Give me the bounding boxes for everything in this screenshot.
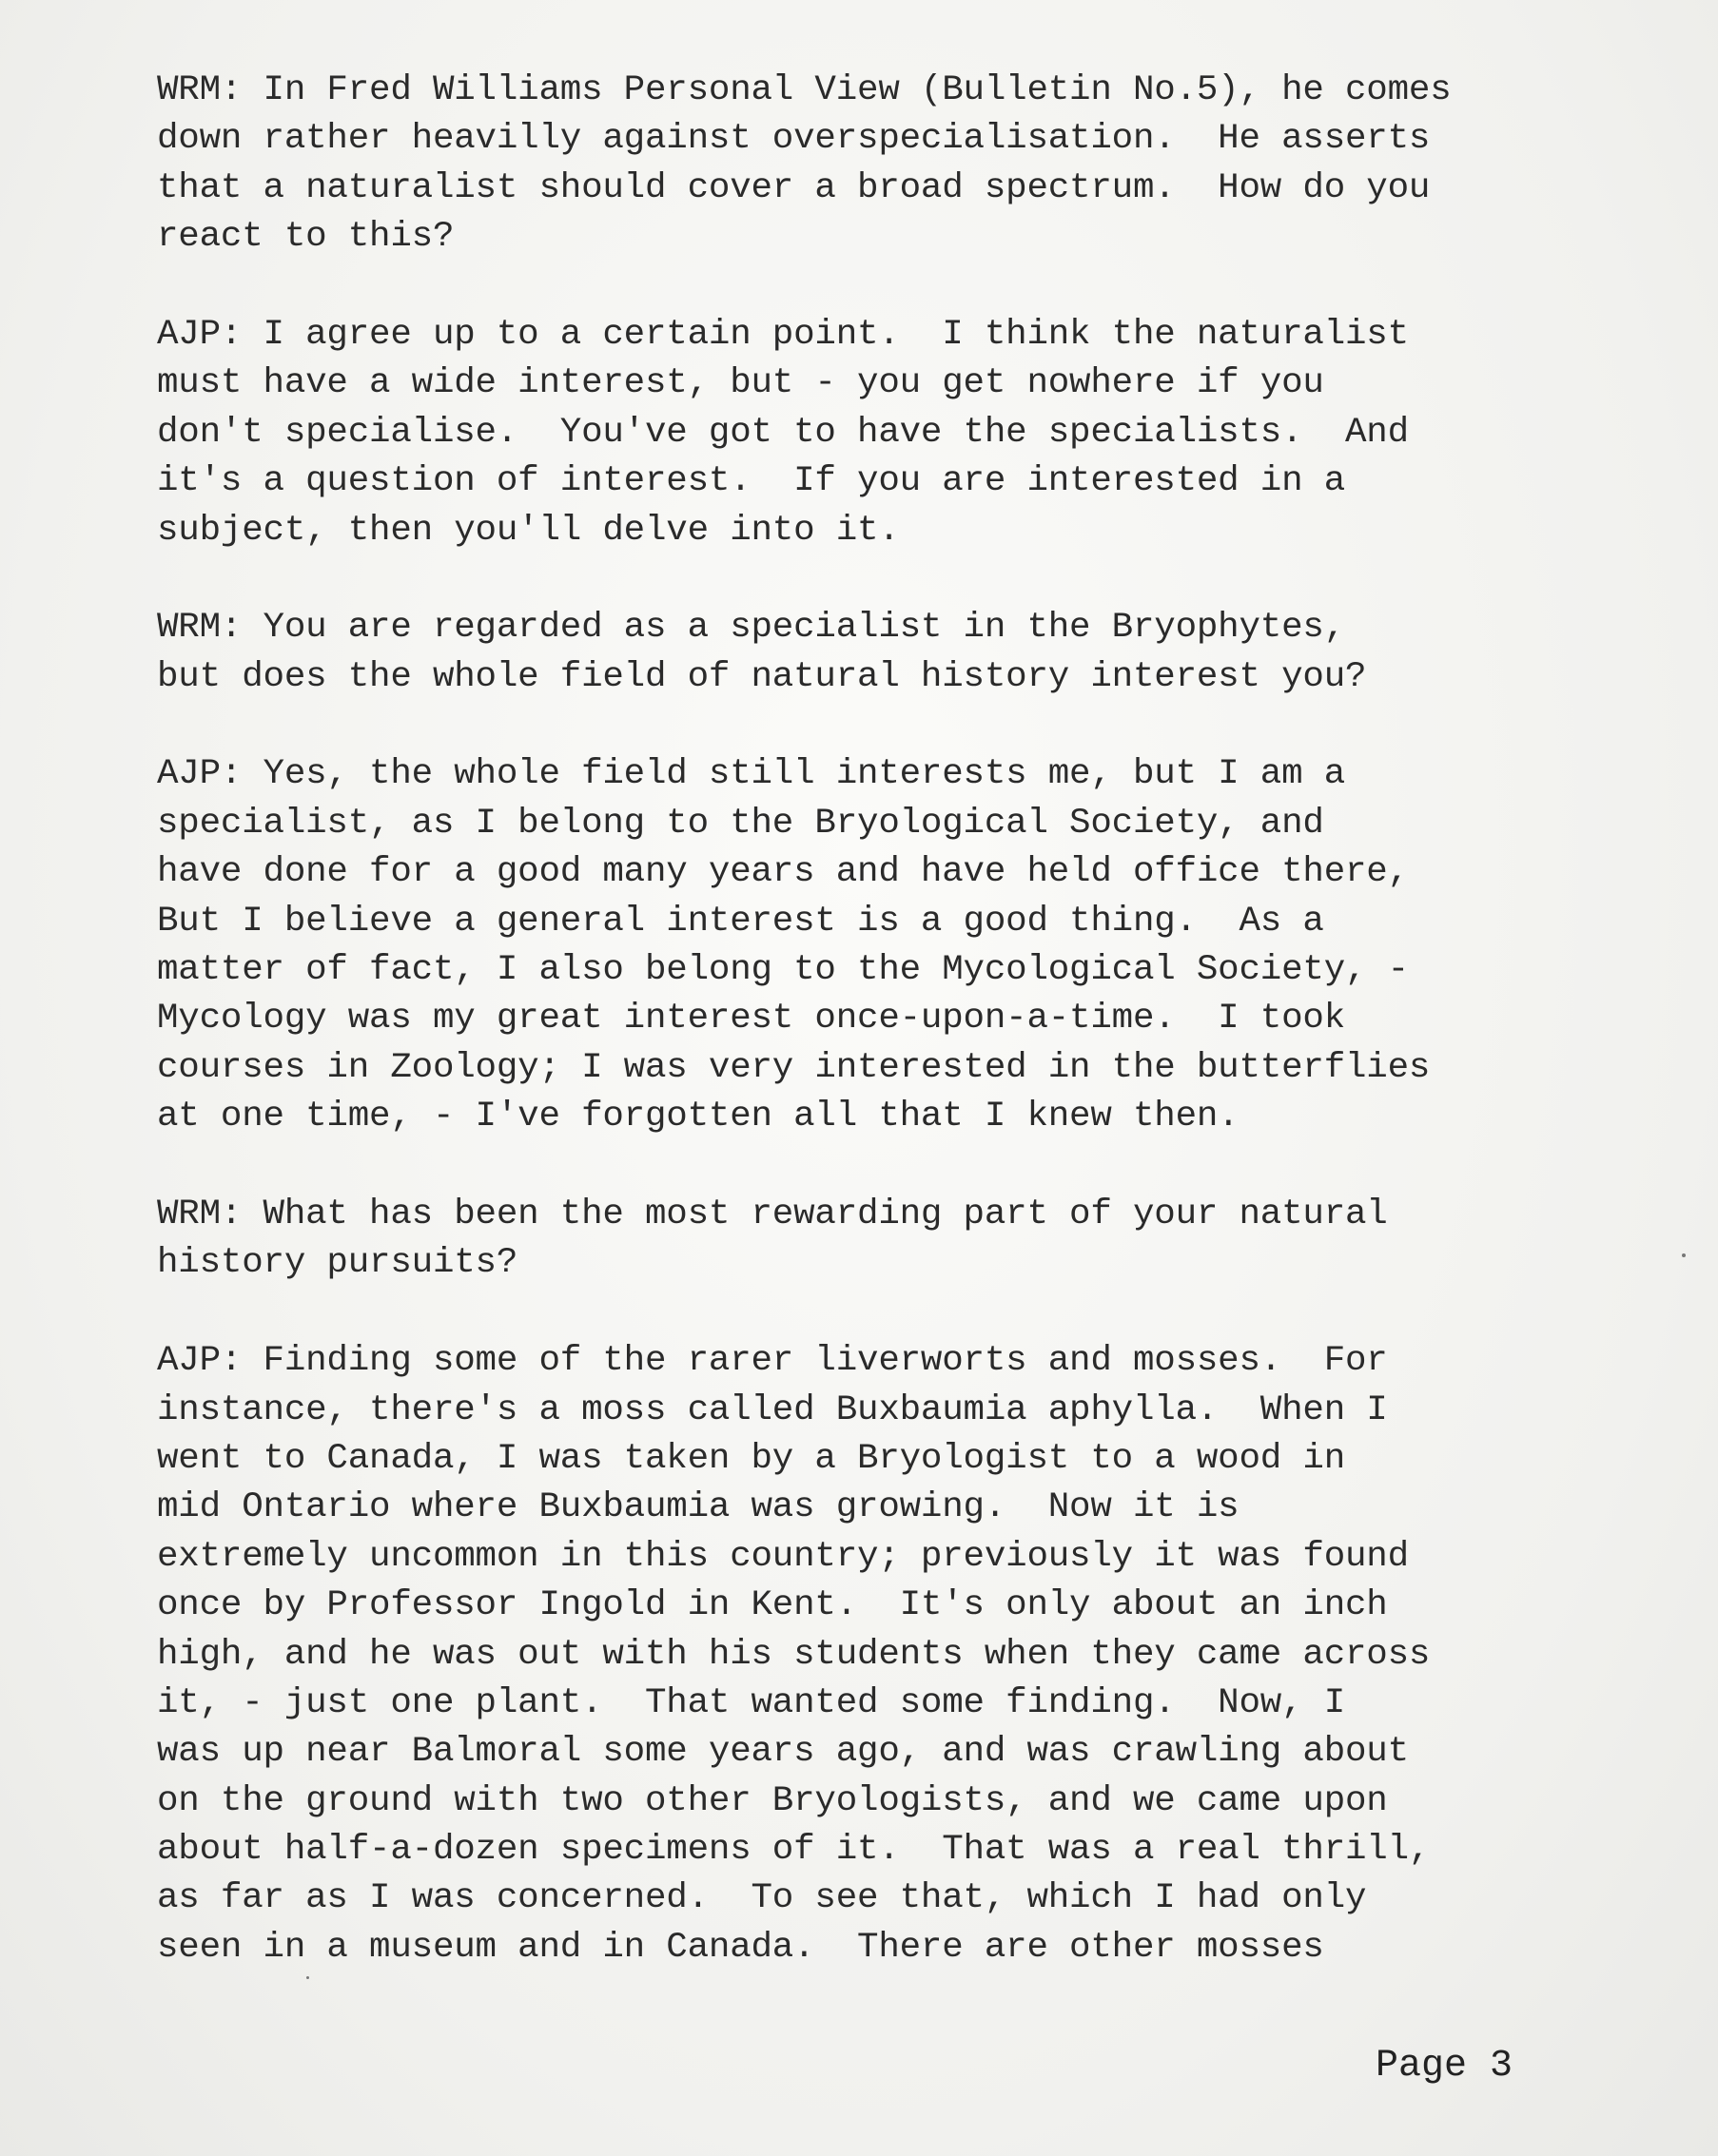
- text-line: WRM: You are regarded as a specialist in the Bryophytes,: [157, 608, 1346, 649]
- typed-text-body: [157, 67, 1641, 2022]
- text-line: once by Professor Ingold in Kent. It's only about an inch: [157, 1585, 1388, 1626]
- text-line: about half-a-dozen specimens of it. That was a real thrill,: [157, 1830, 1431, 1871]
- paper-speck: [306, 1976, 309, 1979]
- text-line: went to Canada, I was taken by a Bryologist to a wood in: [157, 1438, 1346, 1479]
- text-line: seen in a museum and in Canada. There are other mosses: [157, 1927, 1324, 1968]
- text-line: specialist, as I belong to the Bryological Society, and: [157, 803, 1324, 844]
- text-line: high, and he was out with his students when they came across: [157, 1634, 1431, 1675]
- text-line: that a naturalist should cover a broad spectrum. How do you: [157, 167, 1431, 208]
- text-line: WRM: In Fred Williams Personal View (Bulletin No.5), he comes: [157, 70, 1452, 110]
- text-line: don't specialise. You've got to have the specialists. And: [157, 412, 1409, 453]
- text-line: but does the whole field of natural history interest you?: [157, 656, 1367, 697]
- text-line: down rather heavilly against overspecialisation. He asserts: [157, 119, 1431, 160]
- text-line: Mycology was my great interest once-upon-a-time. I took: [157, 999, 1346, 1039]
- paragraph-ajp-answer-whole-field: [157, 750, 1641, 1141]
- page-number: Page 3: [1376, 2045, 1513, 2088]
- text-line: mid Ontario where Buxbaumia was growing. Now it is: [157, 1487, 1240, 1528]
- text-line: as far as I was concerned. To see that, which I had only: [157, 1878, 1367, 1919]
- paragraph-wrm-question-rewarding: [157, 1191, 1641, 1289]
- text-line: subject, then you'll delve into it.: [157, 510, 900, 551]
- text-line: it's a question of interest. If you are interested in a: [157, 461, 1346, 502]
- text-line: But I believe a general interest is a good thing. As a: [157, 901, 1324, 942]
- text-line: history pursuits?: [157, 1243, 518, 1284]
- text-line: was up near Balmoral some years ago, and was crawling about: [157, 1732, 1409, 1773]
- paragraph-wrm-question-bryophytes: [157, 604, 1641, 702]
- text-line: AJP: Yes, the whole field still interests me, but I am a: [157, 754, 1346, 795]
- text-line: extremely uncommon in this country; previously it was found: [157, 1536, 1409, 1577]
- text-line: matter of fact, I also belong to the Mycological Society, -: [157, 950, 1409, 991]
- text-line: at one time, - I've forgotten all that I knew then.: [157, 1097, 1240, 1137]
- text-line: must have a wide interest, but - you get nowhere if you: [157, 363, 1324, 404]
- text-line: have done for a good many years and have held office there,: [157, 852, 1409, 893]
- paragraph-ajp-answer-buxbaumia: [157, 1337, 1641, 1972]
- paper-speck: [1682, 1253, 1686, 1257]
- text-line: react to this?: [157, 217, 455, 258]
- text-line: it, - just one plant. That wanted some finding. Now, I: [157, 1682, 1346, 1723]
- text-line: instance, there's a moss called Buxbaumia aphylla. When I: [157, 1389, 1388, 1430]
- paragraph-ajp-answer-specialisation: [157, 311, 1641, 555]
- text-line: AJP: Finding some of the rarer liverworts and mosses. For: [157, 1341, 1388, 1382]
- text-line: on the ground with two other Bryologists, and we came upon: [157, 1780, 1388, 1821]
- text-line: AJP: I agree up to a certain point. I think the naturalist: [157, 314, 1409, 355]
- paragraph-wrm-question-specialisation: [157, 67, 1641, 262]
- text-line: WRM: What has been the most rewarding part of your natural: [157, 1194, 1388, 1234]
- text-line: courses in Zoology; I was very interested in the butterflies: [157, 1047, 1431, 1088]
